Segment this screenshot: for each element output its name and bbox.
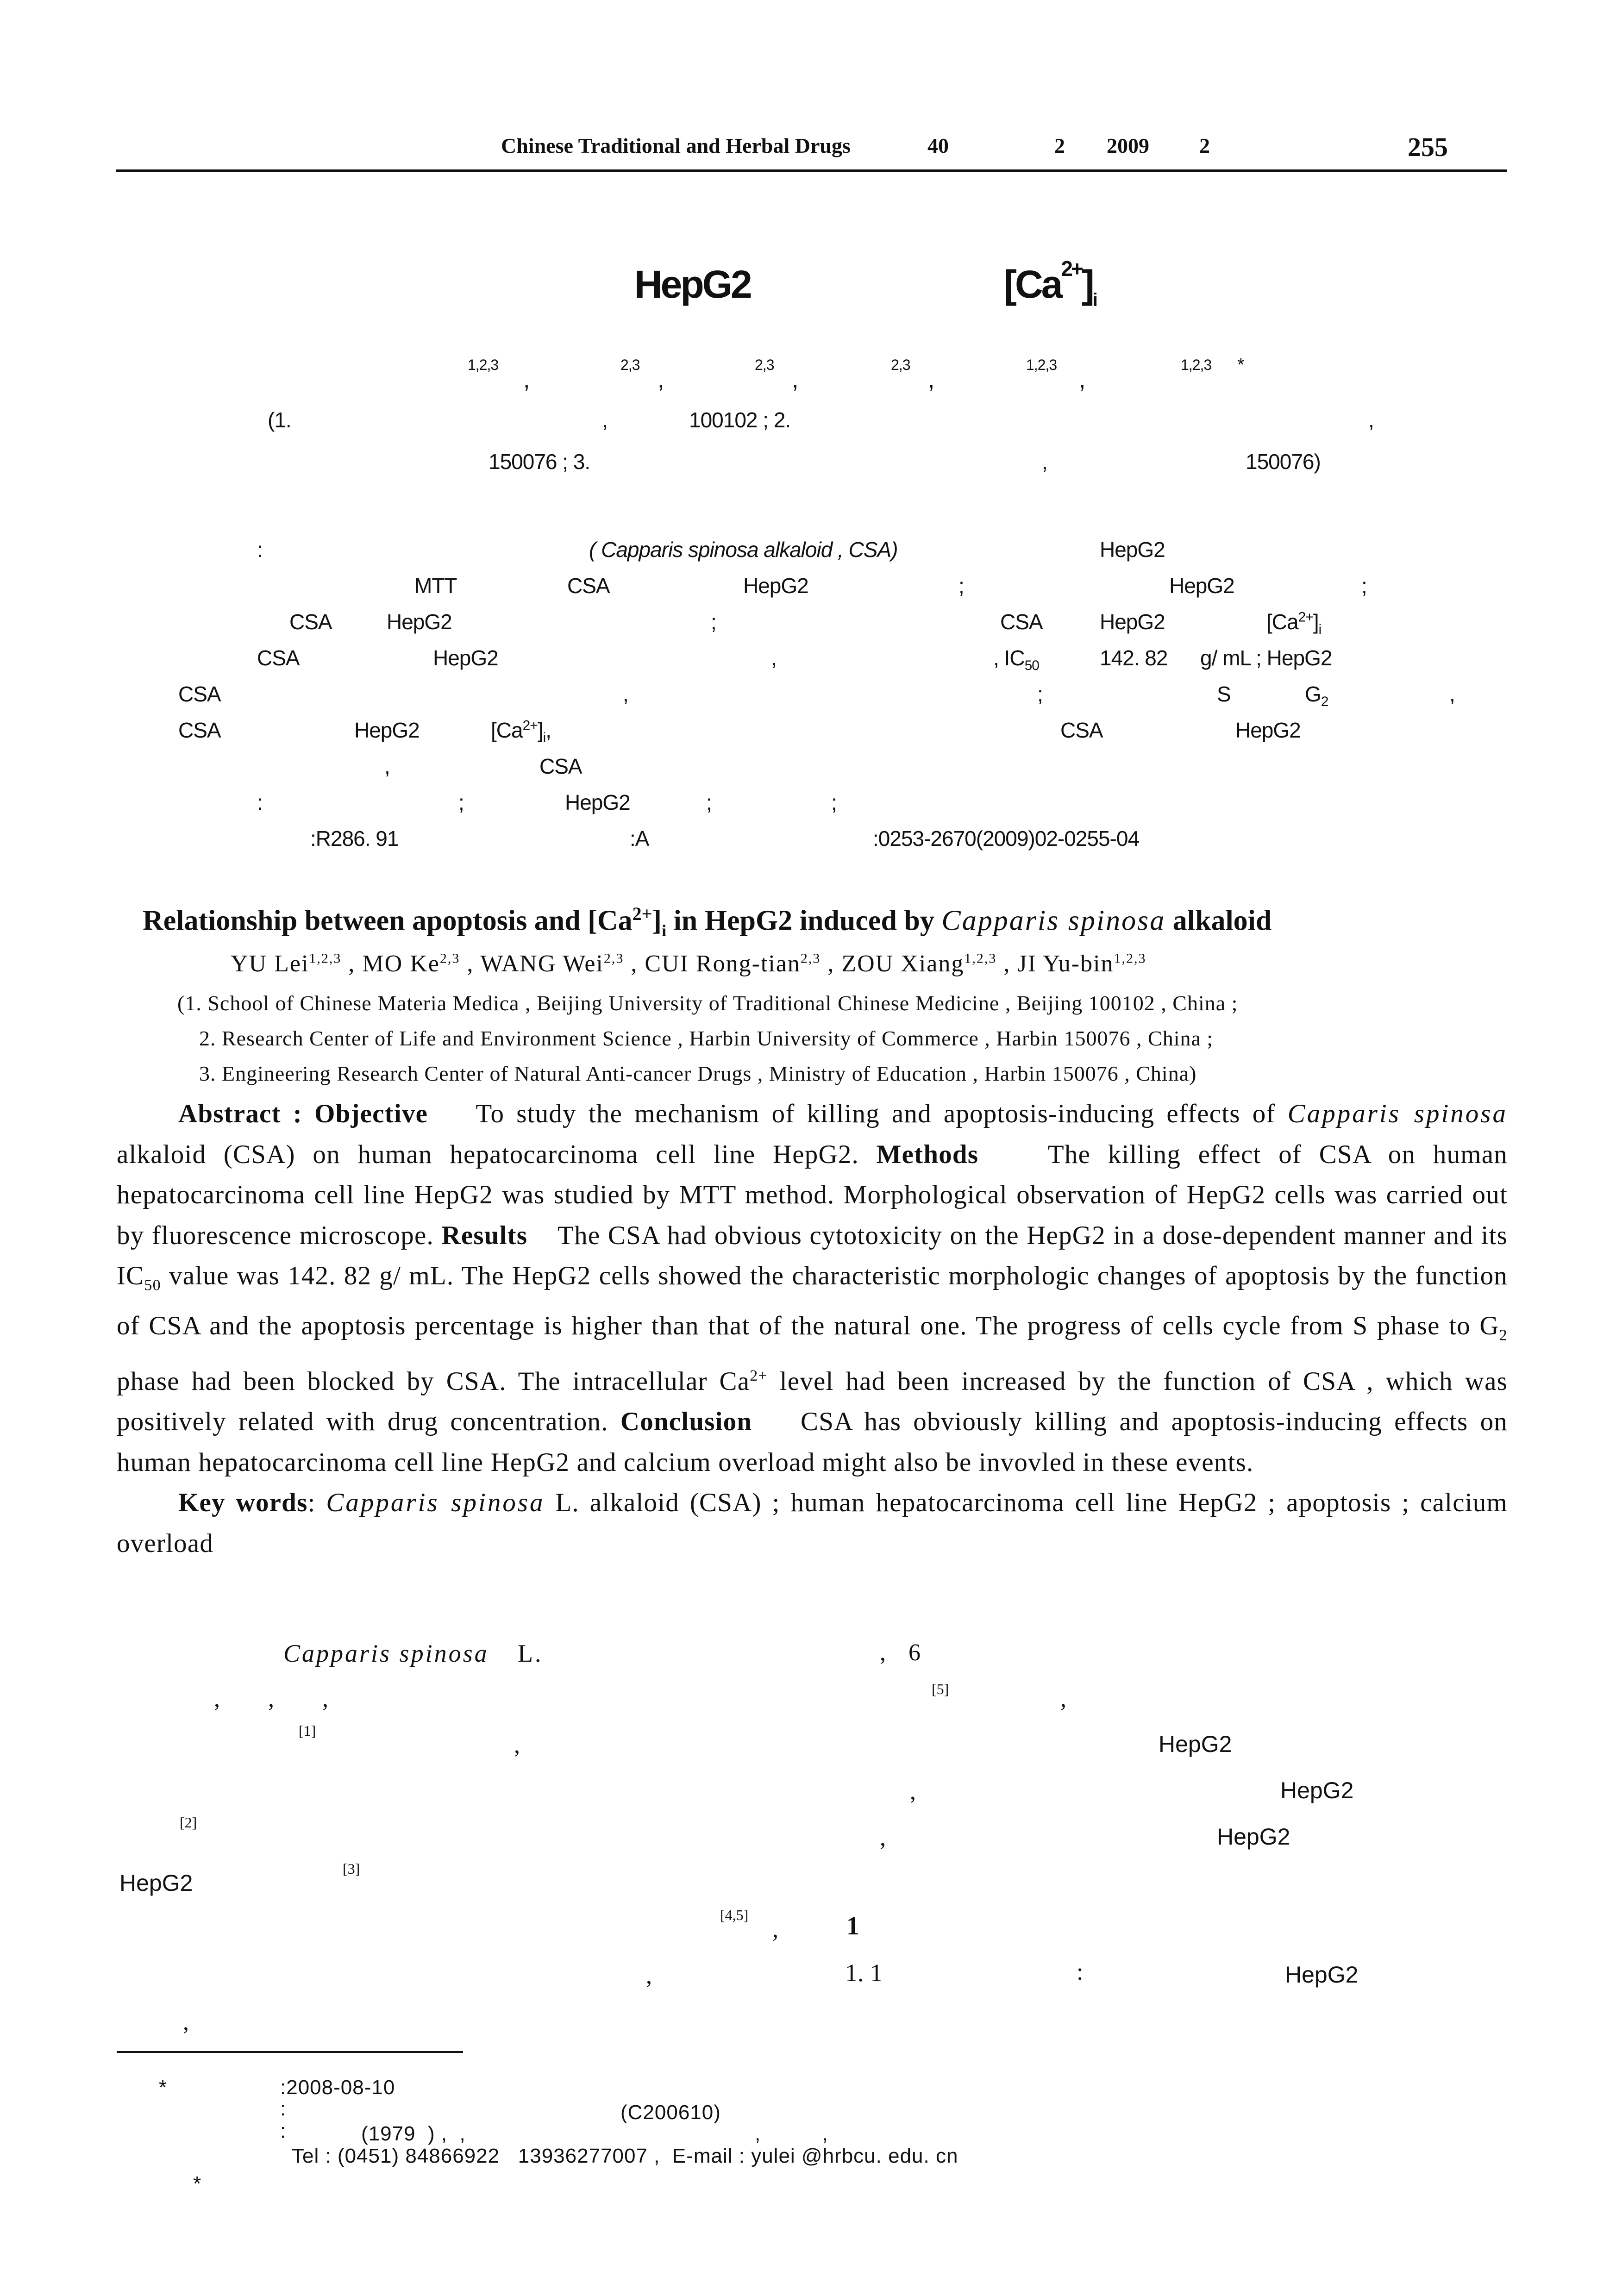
body-text: ,: [514, 1732, 520, 1758]
cn-affil-zip-2: 150076 ; 3.: [489, 450, 590, 474]
cn-abs-csa: CSA: [257, 646, 300, 670]
section-number: 1: [846, 1912, 859, 1940]
author: JI Yu-bin: [1017, 951, 1114, 977]
cn-abs-csa: CSA: [1000, 610, 1043, 634]
month: 2: [1199, 134, 1210, 157]
body-species: Capparis spinosa: [283, 1639, 489, 1667]
header-rule: [116, 169, 1507, 172]
author: YU Lei: [231, 951, 309, 977]
cn-author-sep: ,: [523, 366, 530, 393]
year: 2009: [1107, 134, 1149, 157]
cn-title-cell-line: HepG2: [634, 263, 751, 306]
cn-author-aff-3: 2,3: [755, 357, 774, 373]
cn-keywords-hepg2: HepG2: [565, 790, 630, 814]
cn-affil-zip-1: 100102 ; 2.: [689, 408, 791, 432]
objective-label: Objective: [314, 1099, 428, 1128]
cn-keywords-colon: :: [257, 790, 263, 814]
citation: [4,5]: [720, 1907, 749, 1923]
cn-keywords-semicolon: ;: [706, 790, 712, 814]
cn-author-sep: ,: [792, 366, 798, 393]
author: MO Ke: [362, 951, 440, 977]
cn-keywords-semicolon: ;: [458, 790, 464, 814]
cn-abs-hepg2: HepG2: [1100, 610, 1165, 634]
cn-abs-csa: CSA: [539, 754, 582, 778]
cn-abs-csa-def: ( Capparis spinosa alkaloid , CSA): [589, 538, 898, 562]
cn-abs-csa: CSA: [567, 574, 610, 598]
body-text: :: [1077, 1959, 1084, 1985]
body-hepg2: HepG2: [119, 1870, 193, 1896]
citation: [3]: [343, 1860, 360, 1877]
subsection-number: 1. 1: [845, 1959, 883, 1987]
body-text: ,: [910, 1778, 916, 1805]
objective-text: To study the mechanism of killing and apoptosis-inducing effects of: [476, 1099, 1288, 1128]
citation: [1]: [299, 1722, 316, 1739]
cn-abs-hepg2: HepG2: [354, 718, 420, 742]
cn-abs-hepg2: HepG2: [1100, 538, 1165, 562]
body-text: L.: [518, 1639, 543, 1667]
cn-abs-g2-phase: $G_2$: [1305, 682, 1328, 710]
cn-abs-ic50-value: 142. 82: [1100, 646, 1168, 670]
document-code: :A: [630, 826, 649, 851]
bio-colon: :: [280, 2120, 287, 2142]
en-authors: YU Lei$^{1,2,3}$ , MO Ke$^{2,3}$ , WANG Wei$^{2,3}$ , CUI Rong-tian$^{2,3}$ , ZOU Xiang$^{1,2,3}$ , JI Yu-bin$^{1,2,3}$: [231, 951, 1146, 977]
cn-author-sep: ,: [928, 366, 934, 393]
footnote-star: *: [193, 2172, 202, 2195]
cn-abs-csa: CSA: [1060, 718, 1103, 742]
results-label: Results: [441, 1220, 528, 1250]
fund-colon: :: [280, 2097, 287, 2120]
cn-abs-colon: :: [257, 538, 263, 562]
body-text: , , ,: [214, 1686, 328, 1712]
cn-abs-csa: CSA: [289, 610, 332, 634]
author: WANG Wei: [480, 951, 604, 977]
cn-abs-hepg2: HepG2: [387, 610, 452, 634]
received-date: :2008-08-10: [280, 2076, 395, 2099]
cn-title-ion: $[Ca^{2+}]_i$: [1004, 257, 1096, 310]
cn-abs-mtt: MTT: [414, 574, 457, 598]
cn-abs-hepg2: HepG2: [1169, 574, 1234, 598]
author-bio: (1979 ) , ,: [361, 2122, 466, 2145]
conclusion-text: CSA has obviously killing and apoptosis-inducing effects on human hepatocarcinoma cell line HepG2 and calcium overload might also be invovled in these events.: [117, 1407, 1508, 1477]
objective-text: alkaloid (CSA) on human hepatocarcinoma cell line HepG2.: [117, 1139, 859, 1169]
cn-abs-calcium: $[Ca^{2+}]_i$: [1266, 609, 1322, 638]
body-hepg2: HepG2: [1285, 1962, 1359, 1988]
cn-author-sep: ,: [1079, 366, 1085, 393]
cn-abs-calcium: $[Ca^{2+}]_i$,: [491, 718, 551, 746]
author-bio: , ,: [755, 2122, 828, 2145]
cn-abs-semicolon: ;: [711, 610, 716, 634]
en-affiliation-1: (1. School of Chinese Materia Medica , Beijing University of Traditional Chinese Medicine , Beijing 100102 , China ;: [177, 991, 1238, 1015]
en-keywords: Key words: Capparis spinosa L. alkaloid (CSA) ; human hepatocarcinoma cell line HepG2 ; apoptosis ; calcium overload: [117, 1488, 1508, 1558]
cn-abs-hepg2: HepG2: [743, 574, 808, 598]
issue-number: 2: [1054, 134, 1065, 157]
cn-author-aff-1: 1,2,3: [468, 357, 499, 373]
cn-affil-comma: ,: [602, 408, 608, 432]
journal-name: Chinese Traditional and Herbal Drugs: [501, 134, 851, 157]
cn-author-aff-2: 2,3: [620, 357, 640, 373]
body-text: ,: [183, 2009, 189, 2035]
results-text: The CSA had obvious cytotoxicity on the HepG2 in a dose-dependent manner and its IC: [117, 1220, 1508, 1290]
cn-abs-unit: g/ mL ; HepG2: [1200, 646, 1332, 670]
footnote-rule: [117, 2051, 463, 2053]
cn-abs-csa: CSA: [178, 682, 221, 706]
article-id: :0253-2670(2009)02-0255-04: [873, 826, 1140, 851]
body-text: ,: [880, 1825, 886, 1851]
corresponding-star: *: [1237, 355, 1244, 375]
species-name: Capparis spinosa: [1287, 1099, 1508, 1128]
citation: [2]: [180, 1814, 197, 1831]
body-text: ,: [880, 1639, 886, 1666]
contact-info: Tel : (0451) 84866922 13936277007 , E-mail : yulei @hrbcu. edu. cn: [292, 2145, 958, 2167]
fund-code: (C200610): [620, 2101, 721, 2124]
cn-abs-ic50: , $IC_{50}$: [993, 646, 1039, 674]
body-hepg2: HepG2: [1217, 1824, 1290, 1850]
cn-affil-comma: ,: [1368, 408, 1374, 432]
cn-abs-comma: ,: [1449, 682, 1455, 706]
cn-abs-semicolon: ;: [1037, 682, 1043, 706]
cn-abs-csa: CSA: [178, 718, 221, 742]
body-text: ,: [772, 1916, 778, 1943]
cn-author-aff-6: 1,2,3: [1181, 357, 1212, 373]
cn-abs-hepg2: HepG2: [433, 646, 498, 670]
clc-number: :R286. 91: [310, 826, 399, 851]
footnote-star: *: [159, 2076, 168, 2099]
cn-affil-comma: ,: [1042, 450, 1047, 474]
body-text: ,: [1060, 1686, 1066, 1712]
cn-abs-semicolon: ;: [958, 574, 964, 598]
cn-affil-zip-3: 150076): [1246, 450, 1321, 474]
cn-author-sep: ,: [658, 366, 664, 393]
citation: [5]: [932, 1681, 949, 1697]
body-text: 6: [908, 1639, 921, 1666]
cn-abs-comma: ,: [771, 646, 777, 670]
cn-abs-semicolon: ;: [1361, 574, 1367, 598]
abstract-label: Abstract :: [178, 1099, 315, 1128]
page-number: 255: [1408, 132, 1448, 162]
author: CUI Rong-tian: [645, 951, 801, 977]
cn-abs-comma: ,: [384, 754, 390, 778]
volume-number: 40: [927, 134, 949, 157]
cn-author-aff-5: 1,2,3: [1026, 357, 1057, 373]
cn-affil-open: (1.: [268, 408, 291, 432]
body-hepg2: HepG2: [1280, 1777, 1354, 1803]
methods-text: The killing effect of CSA on human hepatocarcinoma cell line HepG2 was studied by MTT method. Morphological observation of HepG2 cells was carried out by fluorescence microscope.: [117, 1139, 1508, 1250]
en-title: Relationship between apoptosis and $[Ca^{2+}]_i$ in HepG2 induced by Capparis spinosa alkaloid: [143, 903, 1272, 940]
en-affiliation-3: 3. Engineering Research Center of Natural Anti-cancer Drugs , Ministry of Education , Harbin 150076 , China): [199, 1062, 1197, 1085]
cn-abs-s-phase: S: [1217, 682, 1231, 706]
cn-abs-hepg2: HepG2: [1235, 718, 1301, 742]
cn-abs-comma: ,: [623, 682, 628, 706]
author: ZOU Xiang: [841, 951, 965, 977]
conclusion-label: Conclusion: [620, 1407, 752, 1437]
body-text: ,: [646, 1963, 652, 1989]
keywords-label: Key words: [178, 1488, 308, 1518]
en-abstract: Abstract : Objective To study the mechanism of killing and apoptosis-inducing effects of Capparis spinosa alkaloid (CSA) on human hepatocarcinoma cell line HepG2. Methods The killing effect of CSA on human hepatocarcinoma cell line HepG2 was studied by MTT method. Morphological observation of HepG2 cells was carried out by fluorescence microscope. Results The CSA had obvious cytotoxicity on the HepG2 in a dose-dependent manner and its $IC_{50}$ value was 142. 82 g/ mL. The HepG2 cells showed the characteristic morphologic changes of apoptosis by the function of CSA and the apoptosis percentage is higher than that of the natural one. The progress of cells cycle from S phase to $G_2$ phase had been blocked by CSA. The intracellular $Ca^{2+}$ level had been increased by the function of CSA , which was positively related with drug concentration. Conclusion CSA has obviously killing and apoptosis-inducing effects on human hepatocarcinoma cell line HepG2 and calcium overload might also be invovled in these events. Key words: Capparis spinosa L. alkaloid (CSA) ; human hepatocarcinoma cell line HepG2 ; apoptosis ; calcium overload: [117, 1094, 1508, 1564]
cn-keywords-semicolon: ;: [831, 790, 837, 814]
cn-author-aff-4: 2,3: [891, 357, 910, 373]
body-hepg2: HepG2: [1159, 1731, 1232, 1757]
methods-label: Methods: [876, 1139, 979, 1169]
en-affiliation-2: 2. Research Center of Life and Environment Science , Harbin University of Commerce , Harbin 150076 , China ;: [199, 1026, 1214, 1050]
